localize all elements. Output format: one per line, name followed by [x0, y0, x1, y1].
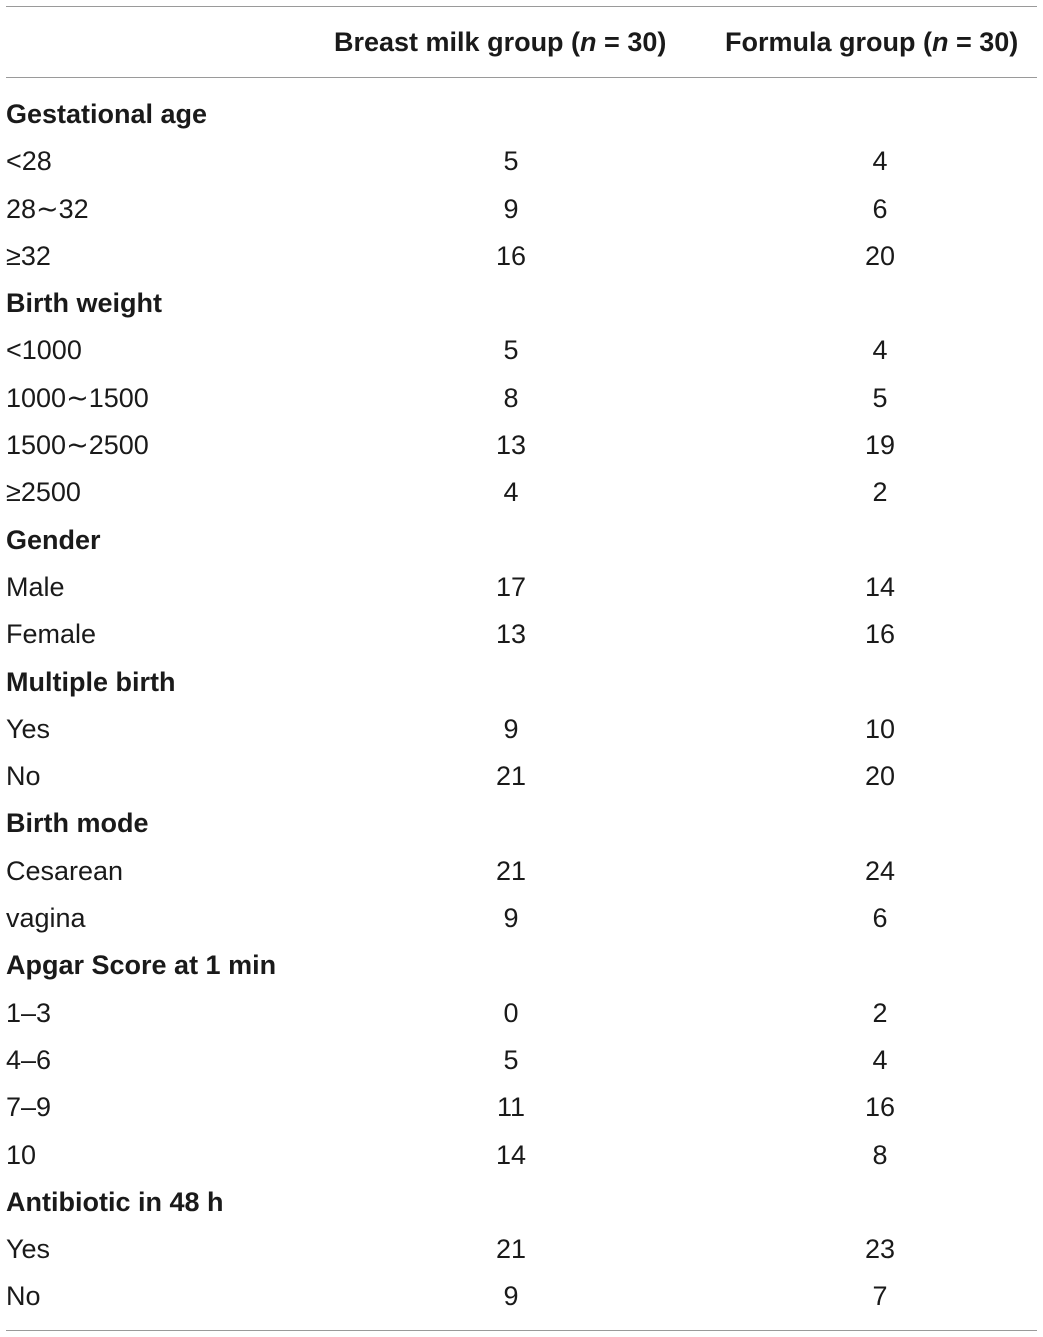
breast-milk-value: 4	[503, 477, 519, 508]
section-header-row	[6, 941, 1037, 988]
breast-milk-value: 5	[503, 335, 519, 366]
section-header-row	[6, 1178, 1037, 1225]
section-header-row	[6, 279, 1037, 326]
breast-milk-value: 21	[495, 1234, 527, 1265]
row-label: No	[6, 761, 41, 792]
formula-value: 14	[864, 571, 896, 602]
characteristics-table	[6, 6, 1037, 1320]
row-label: Cesarean	[6, 855, 124, 886]
row-label: 1500∼2500	[6, 430, 149, 461]
section-label: Gestational age	[6, 99, 208, 129]
section-label: Multiple birth	[6, 666, 176, 697]
header-col1-n: n	[580, 27, 597, 57]
breast-milk-value: 16	[495, 240, 527, 271]
formula-value: 4	[872, 146, 888, 177]
formula-value: 16	[864, 619, 896, 650]
section-header-row	[6, 658, 1037, 705]
row-label: 10	[6, 1139, 37, 1170]
table-row	[6, 1225, 1037, 1272]
table-row	[6, 989, 1037, 1036]
section-label: Birth mode	[6, 808, 149, 839]
breast-milk-value: 11	[496, 1092, 526, 1123]
breast-milk-value: 9	[503, 713, 519, 744]
breast-milk-value: 9	[503, 903, 519, 934]
formula-value: 4	[872, 335, 888, 366]
table-row	[6, 374, 1037, 421]
table-row	[6, 563, 1037, 610]
header-col2-text: Formula group (	[725, 27, 932, 57]
header-formula-group	[725, 26, 1018, 58]
breast-milk-value: 13	[495, 619, 527, 650]
breast-milk-value: 5	[503, 1044, 519, 1075]
row-label: 28∼32	[6, 193, 89, 224]
section-label: Apgar Score at 1 min	[6, 950, 277, 981]
row-label: 4–6	[6, 1044, 52, 1075]
formula-value: 20	[864, 761, 896, 792]
row-label: vagina	[6, 903, 86, 934]
table-row	[6, 847, 1037, 894]
row-label: Yes	[6, 1234, 51, 1265]
formula-value: 19	[864, 430, 896, 461]
formula-value: 10	[864, 713, 896, 744]
row-label: Female	[6, 619, 97, 650]
formula-value: 2	[872, 477, 888, 508]
table-row	[6, 1036, 1037, 1083]
header-breast-milk-group	[334, 26, 666, 58]
formula-value: 20	[864, 240, 896, 271]
header-col1-text: Breast milk group (	[334, 27, 581, 57]
breast-milk-value: 14	[495, 1139, 527, 1170]
section-label: Birth weight	[6, 288, 162, 319]
breast-milk-value: 21	[495, 761, 527, 792]
breast-milk-value: 8	[503, 382, 519, 413]
table-body	[6, 78, 1037, 1320]
breast-milk-value: 0	[503, 997, 519, 1028]
row-label: 7–9	[6, 1092, 52, 1123]
breast-milk-value: 5	[503, 146, 519, 177]
section-header-row	[6, 799, 1037, 846]
breast-milk-value: 13	[495, 430, 527, 461]
row-label: ≥2500	[6, 477, 81, 508]
header-col2-n: n	[931, 27, 949, 57]
row-label: <1000	[6, 335, 82, 366]
formula-value: 7	[872, 1281, 888, 1312]
section-header-row	[6, 90, 1037, 137]
header-col1-count: = 30)	[596, 27, 667, 57]
formula-value: 24	[864, 855, 896, 886]
table-row	[6, 1083, 1037, 1130]
formula-value: 5	[872, 382, 888, 413]
table-row	[6, 232, 1037, 279]
table-row	[6, 326, 1037, 373]
row-label: No	[6, 1281, 41, 1312]
table-row	[6, 137, 1037, 184]
bottom-rule	[6, 1330, 1037, 1331]
row-label: 1–3	[6, 997, 52, 1028]
row-label: <28	[6, 146, 52, 177]
section-label: Antibiotic in 48 h	[6, 1186, 224, 1217]
table-header	[6, 7, 1037, 77]
row-label: Yes	[6, 713, 51, 744]
row-label: ≥32	[6, 240, 51, 271]
table-row	[6, 705, 1037, 752]
breast-milk-value: 17	[495, 571, 527, 602]
formula-value: 6	[872, 193, 888, 224]
table-row	[6, 185, 1037, 232]
table-row	[6, 1272, 1037, 1319]
formula-value: 4	[872, 1044, 888, 1075]
formula-value: 8	[872, 1139, 888, 1170]
table-row	[6, 610, 1037, 657]
breast-milk-value: 9	[503, 193, 519, 224]
formula-value: 6	[872, 903, 888, 934]
section-label: Gender	[6, 524, 101, 555]
formula-value: 2	[872, 997, 888, 1028]
formula-value: 23	[864, 1234, 896, 1265]
section-header-row	[6, 516, 1037, 563]
table-row	[6, 468, 1037, 515]
formula-value: 16	[864, 1092, 896, 1123]
row-label: Male	[6, 571, 65, 602]
table-row	[6, 894, 1037, 941]
table-row	[6, 421, 1037, 468]
breast-milk-value: 21	[495, 855, 527, 886]
header-col2-count: = 30)	[948, 27, 1019, 57]
row-label: 1000∼1500	[6, 382, 149, 413]
table-row	[6, 1131, 1037, 1178]
breast-milk-value: 9	[503, 1281, 519, 1312]
table-row	[6, 752, 1037, 799]
